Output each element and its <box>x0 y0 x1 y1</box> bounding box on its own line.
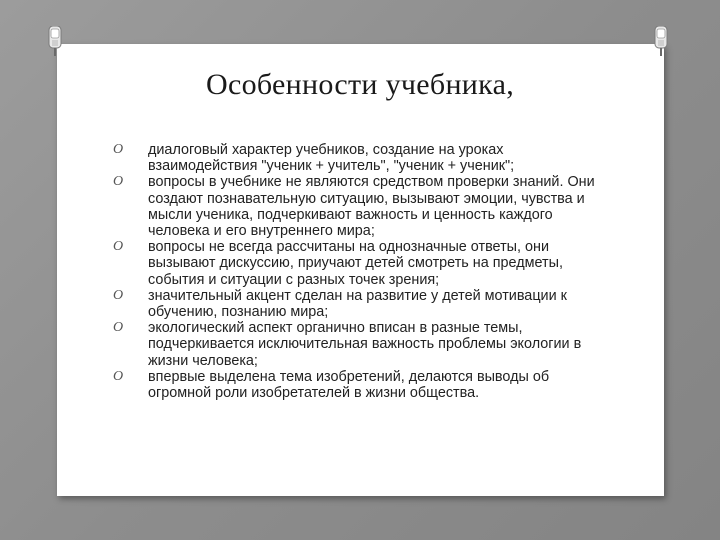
bullet-item <box>113 142 603 174</box>
bullet-item <box>113 174 603 239</box>
bullet-text: экологический аспект органично вписан в разные темы, подчеркивается исключительная важность проблемы экологии в жизни человека; <box>148 320 582 369</box>
bullet-marker: O <box>113 239 124 255</box>
pushpin-icon <box>46 26 64 56</box>
bullet-marker: O <box>113 320 124 336</box>
slide-title: Особенности учебника, <box>205 68 514 101</box>
bullet-item <box>113 288 603 320</box>
bullet-text: диалоговый характер учебников, создание на уроках взаимодействия "ученик + учитель", "ученик + ученик"; <box>148 142 515 175</box>
bullet-text: впервые выделена тема изобретений, делаются выводы об огромной роли изобретателей в жизни общества. <box>148 368 550 402</box>
bullet-item <box>113 369 603 401</box>
bullet-item <box>113 320 603 369</box>
pushpin-icon <box>652 26 670 56</box>
bullet-text: вопросы не всегда рассчитаны на однозначные ответы, они вызывают дискуссию, приучают детей смотреть на предметы, события и ситуации с разных точек зрения; <box>148 239 563 288</box>
bullet-marker: O <box>113 142 124 157</box>
bullet-text: вопросы в учебнике не являются средством проверки знаний. Они создают познавательную ситуацию, вызывают эмоции, чувства и мысли ученика, подчеркивают важность и ценность каждого человека и его внутреннего мира; <box>148 174 595 240</box>
bullet-marker: O <box>113 287 124 303</box>
bullet-marker: O <box>113 174 124 190</box>
bullet-item <box>113 239 603 288</box>
bullet-list <box>113 142 603 401</box>
bullet-marker: O <box>113 368 124 384</box>
bullet-text: значительный акцент сделан на развитие у детей мотивации к обучению, познанию мира; <box>148 287 567 321</box>
